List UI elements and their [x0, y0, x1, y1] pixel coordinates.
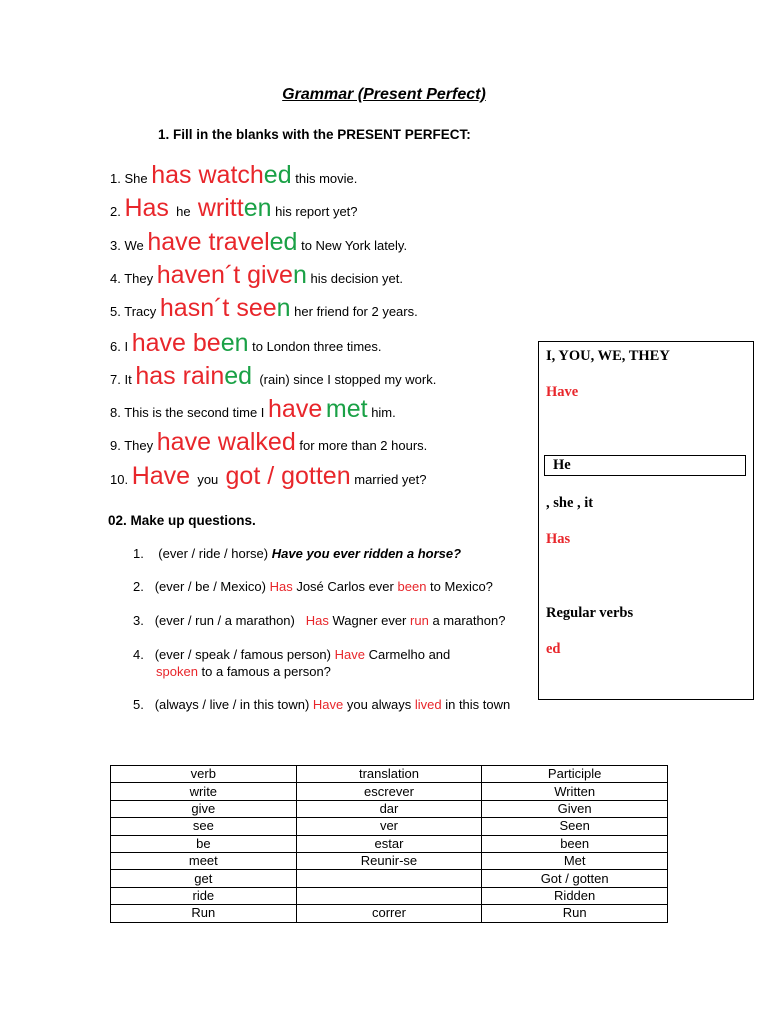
exercise-8: 8. This is the second time I have met him. — [110, 395, 396, 423]
table-header-row — [111, 766, 668, 783]
table-cell: dar — [296, 800, 482, 817]
exercise-4: 4. They haven´t given his decision yet. — [110, 261, 403, 289]
table-cell: Participle — [482, 766, 668, 783]
regular-verbs-label: Regular verbs — [546, 605, 634, 621]
question-4-cont: spoken to a famous a person? — [156, 664, 331, 679]
table-cell: Run — [111, 905, 297, 922]
question-5: 5. (always / live / in this town) Have you always lived in this town — [133, 697, 511, 712]
table-cell: see — [111, 818, 297, 835]
exercise-2: 2. Has he written his report yet? — [110, 194, 358, 222]
exercise-10: 10. Have you got / gotten married yet? — [110, 462, 427, 490]
table-cell: write — [111, 783, 297, 800]
table-cell: meet — [111, 852, 297, 869]
grammar-rules-box — [538, 341, 754, 700]
table-cell: estar — [296, 835, 482, 852]
exercise-3: 3. We have traveled to New York lately. — [110, 228, 408, 256]
table-cell: Ridden — [482, 887, 668, 904]
table-row — [111, 800, 668, 817]
exercise-1: 1. She has watched this movie. — [110, 161, 358, 189]
table-cell: be — [111, 835, 297, 852]
have-label: Have — [546, 384, 579, 400]
has-label: Has — [546, 531, 571, 547]
table-cell: been — [482, 835, 668, 852]
question-3: 3. (ever / run / a marathon) Has Wagner ever run a marathon? — [133, 613, 506, 628]
table-cell: escrever — [296, 783, 482, 800]
table-row — [111, 852, 668, 869]
table-cell: Run — [482, 905, 668, 922]
table-cell — [296, 870, 482, 887]
question-1: 1. (ever / ride / horse) Have you ever ridden a horse? — [133, 546, 462, 561]
table-cell: ride — [111, 887, 297, 904]
table-row — [111, 818, 668, 835]
table-cell: Met — [482, 852, 668, 869]
table-cell: ver — [296, 818, 482, 835]
section1-heading: 1. Fill in the blanks with the PRESENT PERFECT: — [158, 127, 471, 142]
page-title: Grammar (Present Perfect) — [282, 86, 486, 103]
table-cell — [296, 887, 482, 904]
exercise-9: 9. They have walked for more than 2 hours. — [110, 428, 428, 456]
he-box — [544, 455, 746, 476]
question-4: 4. (ever / speak / famous person) Have Carmelho and — [133, 647, 451, 662]
table-cell: Got / gotten — [482, 870, 668, 887]
table-cell: verb — [111, 766, 297, 783]
table-row — [111, 905, 668, 922]
pronouns-plural: I, YOU, WE, THEY — [546, 348, 670, 364]
table-cell: Reunir-se — [296, 852, 482, 869]
table-cell: Seen — [482, 818, 668, 835]
exercise-7: 7. It has rained (rain) since I stopped my work. — [110, 362, 437, 390]
ed-label: ed — [546, 641, 561, 657]
exercise-5: 5. Tracy hasn´t seen her friend for 2 years. — [110, 294, 418, 322]
table-cell: translation — [296, 766, 482, 783]
he-label: He — [553, 457, 571, 473]
pronouns-singular: , she , it — [546, 495, 594, 511]
table-row — [111, 783, 668, 800]
table-cell: give — [111, 800, 297, 817]
exercise-6: 6. I have been to London three times. — [110, 329, 382, 357]
table-row — [111, 835, 668, 852]
verb-table — [110, 765, 668, 923]
table-cell: Written — [482, 783, 668, 800]
table-cell: correr — [296, 905, 482, 922]
section2-heading: 02. Make up questions. — [108, 513, 256, 528]
table-cell: Given — [482, 800, 668, 817]
table-row — [111, 870, 668, 887]
table-row — [111, 887, 668, 904]
question-2: 2. (ever / be / Mexico) Has José Carlos ever been to Mexico? — [133, 579, 493, 594]
table-cell: get — [111, 870, 297, 887]
